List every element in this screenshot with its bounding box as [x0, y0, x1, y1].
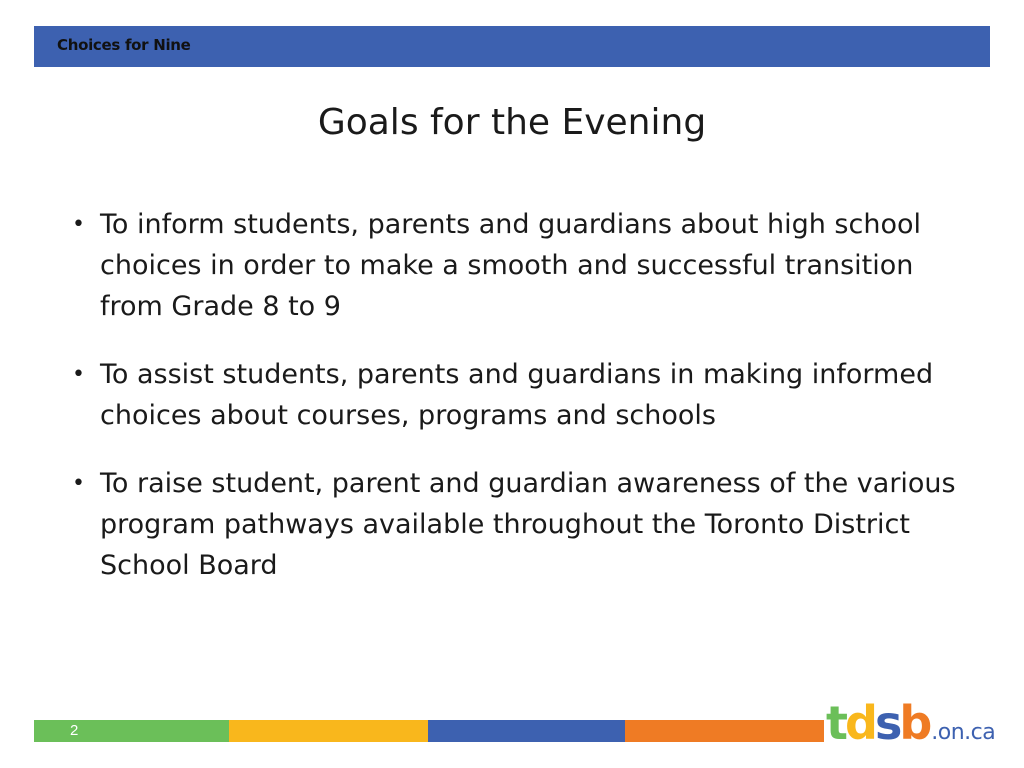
footer-segment-orange — [625, 720, 824, 742]
tdsb-logo — [826, 696, 996, 750]
logo-letter-d: d — [845, 696, 875, 750]
bullet-text: To assist students, parents and guardians in making informed choices about courses, programs and schools — [100, 359, 934, 431]
header-label: Choices for Nine — [57, 36, 191, 54]
header-bar — [34, 26, 990, 67]
bullet-item — [70, 354, 970, 436]
logo-domain: .on.ca — [931, 720, 996, 745]
footer-color-bar — [34, 720, 824, 742]
logo-letter-t: t — [826, 696, 845, 750]
bullet-item — [70, 463, 970, 586]
bullet-marker: • — [72, 212, 85, 237]
bullet-item — [70, 204, 970, 327]
bullet-list — [70, 204, 970, 586]
footer-segment-blue — [428, 720, 625, 742]
bullet-text: To inform students, parents and guardians about high school choices in order to make a smooth and successful transition from Grade 8 to 9 — [100, 209, 921, 322]
logo-letter-s: s — [874, 696, 900, 750]
bullet-text: To raise student, parent and guardian awareness of the various program pathways available throughout the Toronto District School Board — [100, 468, 956, 581]
bullet-marker: • — [72, 362, 85, 387]
page-number: 2 — [70, 722, 79, 739]
footer-segment-yellow — [229, 720, 428, 742]
footer-segment-green — [34, 720, 229, 742]
logo-letter-b: b — [899, 696, 930, 750]
slide-title: Goals for the Evening — [317, 102, 707, 143]
bullet-marker: • — [72, 471, 85, 496]
